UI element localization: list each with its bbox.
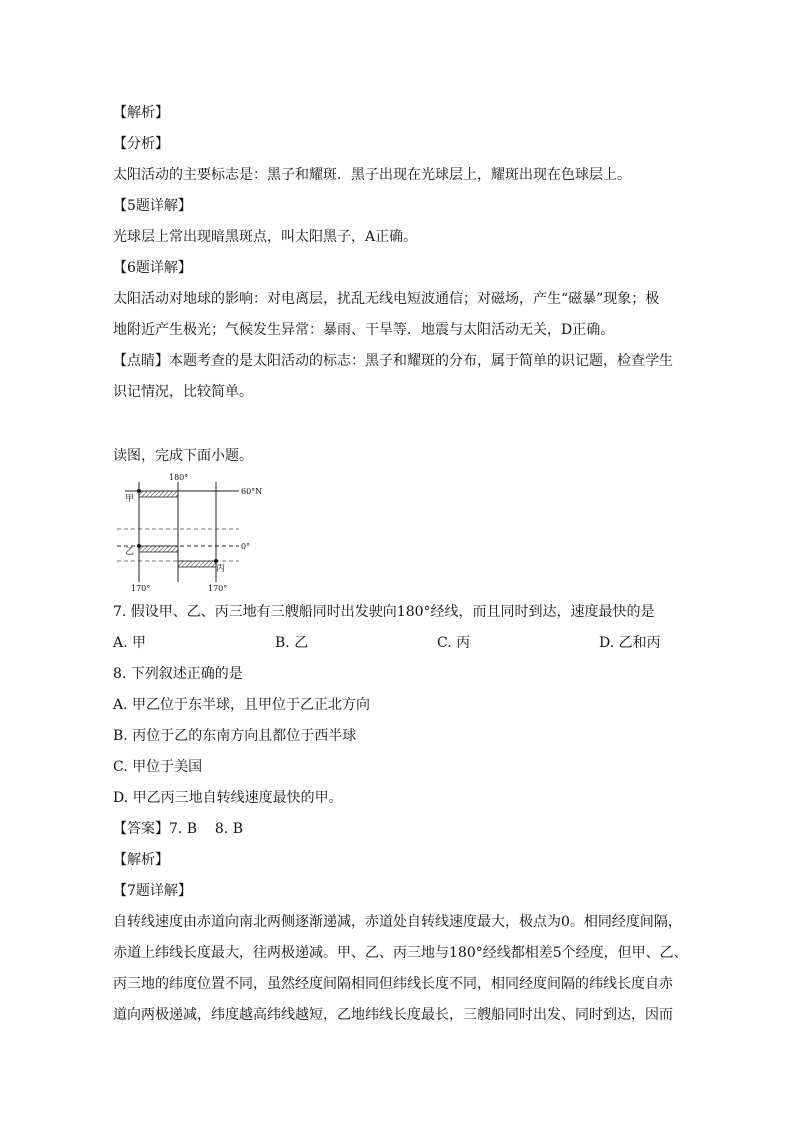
q7-detail-line: 自转线速度由赤道向南北两侧逐渐递减，赤道处自转线速度最大，极点为0。相同经度间隔， <box>113 914 682 930</box>
hatched-bar-yi <box>139 546 178 552</box>
point-yi <box>137 544 141 548</box>
q8-option-d: D. 甲乙丙三地自转线速度最快的甲。 <box>113 790 343 806</box>
label-yi: 乙 <box>125 547 135 557</box>
hatched-bar-bing <box>178 561 216 567</box>
q7-option-a: A. 甲 <box>113 635 147 651</box>
longitude-latitude-figure <box>113 470 273 594</box>
dianjing-text-line: 识记情况，比较简单。 <box>113 384 253 400</box>
q8-option-a: A. 甲乙位于东半球，且甲位于乙正北方向 <box>113 697 371 713</box>
point-jia <box>137 489 141 493</box>
q7-option-d: D. 乙和丙 <box>599 635 661 651</box>
q7-detail-line: 道向两极递减，纬度越高纬线越短，乙地纬线长度最长，三艘船同时出发、同时到达，因而 <box>113 1007 673 1023</box>
q7-detail-line: 丙三地的纬度位置不同，虽然经度间隔相同但纬线长度不同，相同经度间隔的纬线长度自赤 <box>113 976 673 992</box>
q7-stem: 7. 假设甲、乙、丙三地有三艘船同时出发驶向180°经线，而且同时到达，速度最快的是 <box>113 604 655 620</box>
label-bing: 丙 <box>216 564 226 574</box>
q6-text-line: 太阳活动对地球的影响：对电离层，扰乱无线电短波通信；对磁场，产生“磁暴”现象；极 <box>113 291 660 307</box>
label-60n: 60°N <box>241 487 263 496</box>
fenxi-heading: 【分析】 <box>113 136 169 152</box>
q8-stem: 8. 下列叙述正确的是 <box>113 666 243 682</box>
label-0: 0° <box>241 542 251 551</box>
label-170-right: 170° <box>208 584 228 593</box>
answer-line: 【答案】7. B 8. B <box>113 821 243 837</box>
point-bing <box>214 559 218 563</box>
q7-option-b: B. 乙 <box>275 635 309 651</box>
q6-heading: 【6题详解】 <box>113 260 192 276</box>
q8-option-c: C. 甲位于美国 <box>113 759 203 775</box>
jiexi-heading: 【解析】 <box>113 852 169 868</box>
label-jia: 甲 <box>125 494 135 504</box>
dianjing-text-line: 【点睛】本题考查的是太阳活动的标志：黑子和耀斑的分布，属于简单的识记题，检查学生 <box>113 353 673 369</box>
analysis-text: 太阳活动的主要标志是：黑子和耀斑．黑子出现在光球层上，耀斑出现在色球层上。 <box>113 167 631 183</box>
q6-text-line: 地附近产生极光；气候发生异常：暴雨、干旱等．地震与太阳活动无关，D正确。 <box>113 322 615 338</box>
label-170-left: 170° <box>131 584 151 593</box>
jiexi-heading: 【解析】 <box>113 105 169 121</box>
hatched-bar-jia <box>139 491 178 497</box>
q7-option-c: C. 丙 <box>437 635 471 651</box>
q5-heading: 【5题详解】 <box>113 198 192 214</box>
q8-option-b: B. 丙位于乙的东南方向且都位于西半球 <box>113 728 357 744</box>
q7-detail-line: 赤道上纬线长度最大，往两极递减。甲、乙、丙三地与180°经线都相差5个经度，但甲、乙、 <box>113 945 688 961</box>
figure-intro: 读图，完成下面小题。 <box>113 448 253 464</box>
q7-detail-heading: 【7题详解】 <box>113 883 192 899</box>
q5-text: 光球层上常出现暗黑斑点，叫太阳黑子，A正确。 <box>113 229 418 245</box>
label-180: 180° <box>169 473 189 482</box>
